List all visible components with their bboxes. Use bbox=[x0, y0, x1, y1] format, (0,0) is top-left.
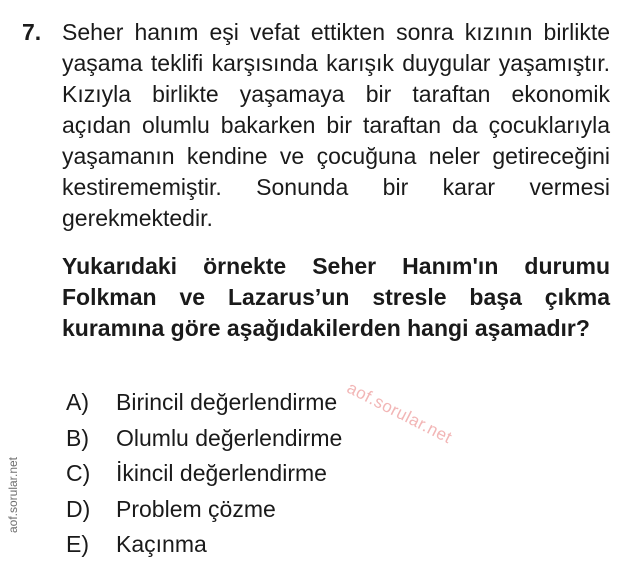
diagonal-watermark: aof.sorular.net bbox=[343, 378, 456, 448]
question-stem: Seher hanım eşi vefat ettikten sonra kızının birlikte yaşama teklifi karşısında karışık duygular yaşamıştır. Kızıyla birlikte yaşamaya bir taraftan ekonomik açıdan olumlu bakarken bir taraftan da çocuklarıyla yaşamanın kendine ve çocuğuna neler getireceğini kestirememiştir. Sonunda bir karar vermesi gerekmektedir. bbox=[62, 19, 610, 231]
option-text: İkincil değerlendirme bbox=[116, 460, 327, 486]
option-letter: B) bbox=[66, 424, 89, 451]
option-text: Kaçınma bbox=[116, 531, 207, 557]
option-text: Problem çözme bbox=[116, 495, 276, 522]
option-b[interactable] bbox=[66, 421, 342, 457]
option-e[interactable] bbox=[66, 527, 342, 563]
option-text: Birincil değerlendirme bbox=[116, 389, 338, 415]
question-prompt: Yukarıdaki örnekte Seher Hanım'ın durumu Folkman ve Lazarus’un stresle başa çıkma kuramına göre aşağıdakilerden hangi aşamadır? bbox=[62, 253, 610, 341]
question-number: 7. bbox=[22, 19, 42, 45]
option-letter: E) bbox=[66, 531, 89, 557]
option-letter: D) bbox=[66, 495, 91, 522]
answer-options bbox=[66, 385, 342, 563]
option-d[interactable] bbox=[66, 492, 342, 528]
option-text: Olumlu değerlendirme bbox=[116, 424, 343, 451]
option-a[interactable] bbox=[66, 385, 342, 421]
option-letter: C) bbox=[66, 460, 91, 486]
side-watermark: aof.sorular.net bbox=[6, 456, 20, 534]
option-c[interactable] bbox=[66, 456, 342, 492]
option-letter: A) bbox=[66, 389, 89, 415]
